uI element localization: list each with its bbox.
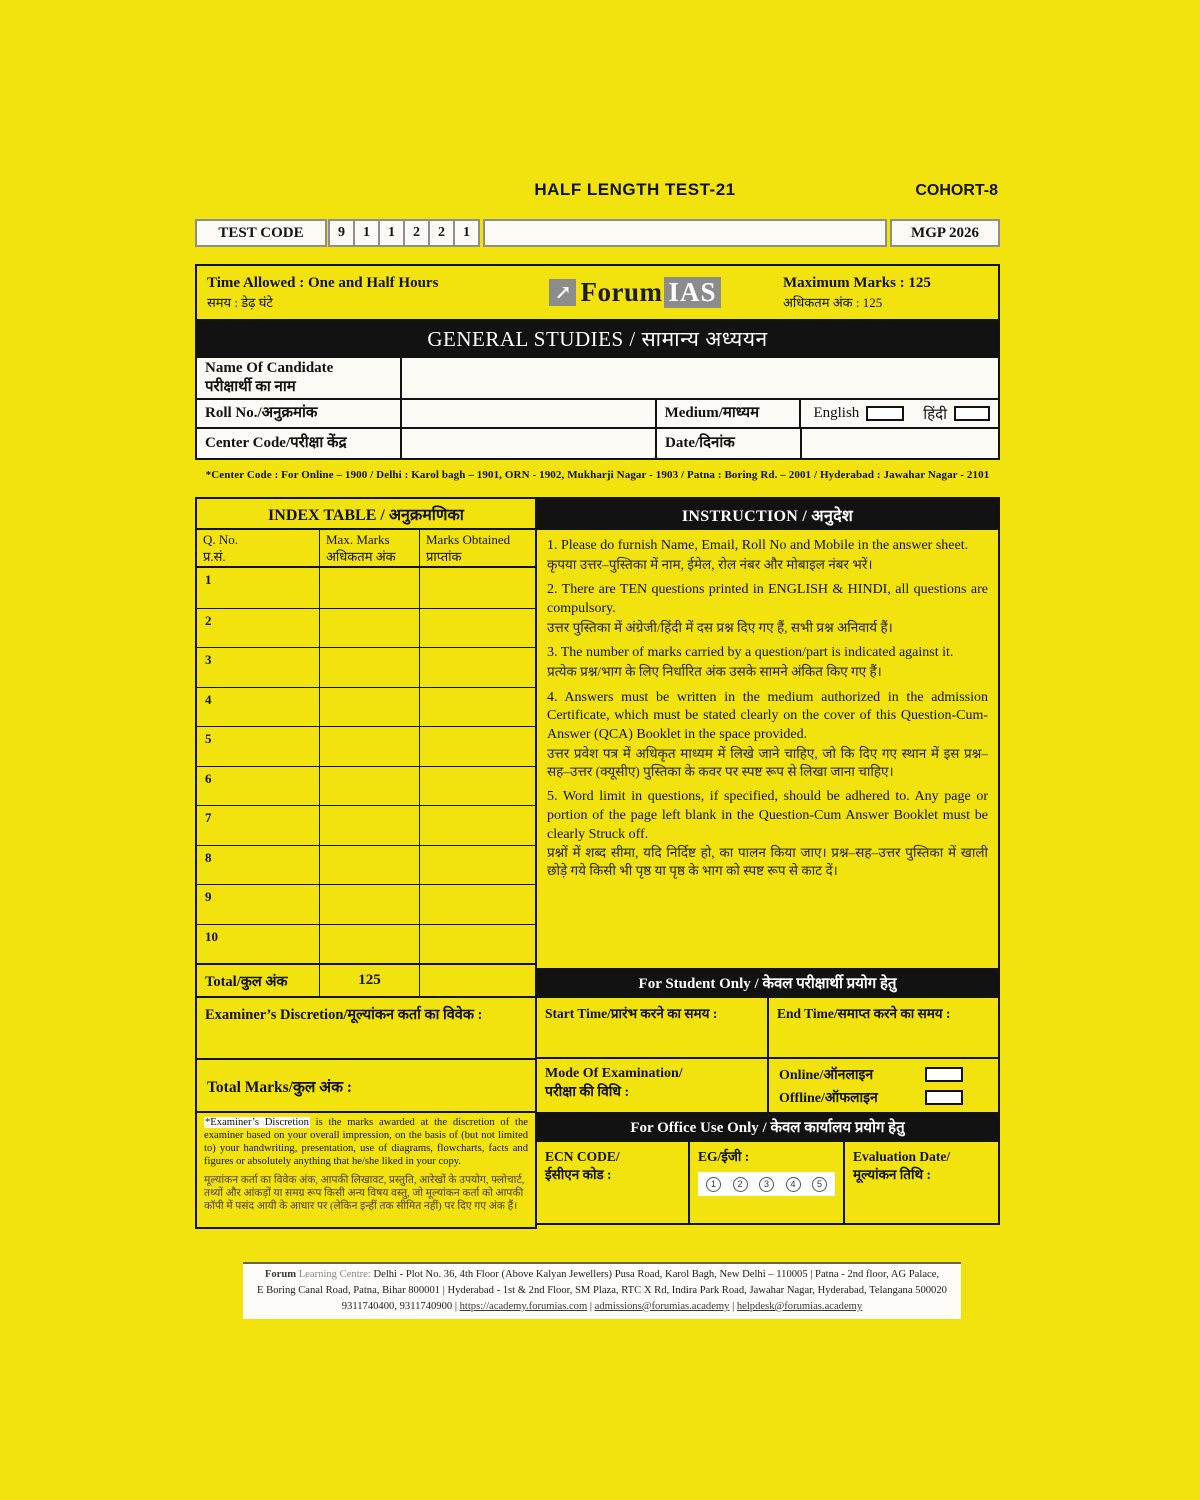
index-column bbox=[195, 497, 537, 1229]
max-marks-cell[interactable] bbox=[320, 806, 420, 845]
instruction-item bbox=[547, 788, 988, 879]
test-code-digit: 1 bbox=[353, 219, 380, 247]
eg-bubble[interactable]: 2 bbox=[733, 1177, 748, 1192]
roll-label: Roll No./अनुक्रमांक bbox=[197, 400, 402, 427]
col-header-qno: Q. No. प्र.सं. bbox=[197, 530, 320, 568]
office-use-row bbox=[535, 1140, 1000, 1225]
question-number: 10 bbox=[197, 925, 320, 964]
test-code-digits bbox=[330, 219, 480, 247]
evaluation-date-cell[interactable]: Evaluation Date/ मूल्यांकन तिथि : bbox=[853, 1149, 951, 1183]
instructions-list bbox=[535, 528, 1000, 970]
max-marks-cell[interactable] bbox=[320, 688, 420, 727]
index-table-row bbox=[197, 845, 535, 885]
date-input[interactable] bbox=[802, 429, 998, 458]
max-marks-cell[interactable] bbox=[320, 568, 420, 608]
eg-bubble[interactable]: 5 bbox=[812, 1177, 827, 1192]
times-row bbox=[535, 996, 1000, 1059]
index-table-row bbox=[197, 608, 535, 648]
footer-website-link[interactable]: https://academy.forumias.com bbox=[459, 1300, 588, 1312]
medium-options bbox=[801, 400, 998, 427]
center-code-note: *Center Code : For Online – 1900 / Delhi : Karol bagh – 1901, ORN - 1902, Mukharji Nagar - 1903 / Patna : Boring Rd. – 2001 / Hyderabad : Jawahar Nagar - 2101 bbox=[205, 469, 990, 481]
question-number: 2 bbox=[197, 609, 320, 648]
marks-obtained-cell[interactable] bbox=[420, 609, 535, 648]
footer-phones: 9311740400, 9311740900 bbox=[341, 1300, 453, 1312]
test-code-blank-cell[interactable] bbox=[483, 219, 887, 247]
instruction-text-hi: प्रश्नों में शब्द सीमा, यदि निर्दिष्ट हो, का पालन किया जाए। प्रश्न–सह–उत्तर पुस्तिका में खाली छोड़े गये किसी भी पृष्ठ या पृष्ठ के भाग को स्पष्ट रूप से काट दें। bbox=[547, 845, 988, 878]
forumias-logo bbox=[487, 277, 783, 308]
max-marks-cell[interactable] bbox=[320, 846, 420, 885]
medium-hindi-label: हिंदी bbox=[923, 406, 947, 423]
question-number: 3 bbox=[197, 648, 320, 687]
medium-english-label: English bbox=[813, 405, 860, 421]
roll-input[interactable] bbox=[402, 400, 657, 427]
mode-label: Mode Of Examination/ परीक्षा की विधि : bbox=[537, 1059, 769, 1112]
max-marks-cell[interactable] bbox=[320, 648, 420, 687]
test-code-digit: 9 bbox=[328, 219, 355, 247]
mode-of-exam-row bbox=[535, 1057, 1000, 1114]
total-marks-box[interactable]: Total Marks/कुल अंक : bbox=[195, 1058, 537, 1113]
offline-checkbox[interactable] bbox=[925, 1090, 963, 1105]
instruction-text-en: 5. Word limit in questions, if specified, should be adhered to. Any page or portion of the page left blank in the Question-Cum Answer Booklet must be clearly Struck off. bbox=[547, 789, 988, 842]
date-label: Date/दिनांक bbox=[657, 429, 802, 458]
logo-text-ias: IAS bbox=[664, 277, 720, 308]
main-grid bbox=[195, 497, 1000, 1237]
col-header-marks-obtained: Marks Obtained प्राप्तांक bbox=[426, 532, 511, 564]
time-allowed-hi: समय : डेढ़ घंटे bbox=[207, 294, 273, 310]
question-number: 4 bbox=[197, 688, 320, 727]
col-header-max-marks: Max. Marks अधिकतम अंक bbox=[320, 530, 420, 568]
title-row bbox=[195, 180, 1000, 206]
marks-obtained-cell[interactable] bbox=[420, 806, 535, 845]
index-table-row bbox=[197, 884, 535, 924]
footer-address-box: Forum Learning Centre: Delhi - Plot No. 36, 4th Floor (Above Kalyan Jewellers) Pusa Road, Karol Bagh, New Delhi – 110005 | Patna - 2nd floor, AG Palace, E Boring Canal Road, Patna, Bihar 800001 | Hyderabad - 1st & 2nd Floor, SM Plaza, RTC X Rd, Indira Park Road, Jawahar Nagar, Hyderabad, Telangana 500020 9311740400, 9311740900 | https://academy.forumias.com | admissions@forumias.academy | helpdesk@forumias.academy bbox=[243, 1262, 961, 1319]
instruction-title: INSTRUCTION / अनुदेश bbox=[535, 497, 1000, 530]
max-marks-hi: अधिकतम अंक : 125 bbox=[783, 294, 883, 310]
index-table-row bbox=[197, 726, 535, 766]
center-code-label: Center Code/परीक्षा केंद्र bbox=[197, 429, 402, 458]
index-table-title: INDEX TABLE / अनुक्रमणिका bbox=[195, 497, 537, 530]
max-marks-cell[interactable] bbox=[320, 609, 420, 648]
instruction-text-hi: उत्तर पुस्तिका में अंग्रेजी/हिंदी में दस प्रश्न दिए गए हैं, सभी प्रश्न अनिवार्य हैं। bbox=[547, 619, 893, 635]
candidate-name-input[interactable] bbox=[402, 358, 998, 398]
index-table-row bbox=[197, 805, 535, 845]
center-code-row bbox=[197, 429, 998, 458]
max-marks-block bbox=[783, 275, 988, 311]
index-table-header bbox=[195, 528, 537, 568]
examiner-note-en: *Examiner’s Discretion is the marks awarded at the discretion of the examiner based on your overall impression, on the basis of (but not limited to) your handwriting, presentation, use of diagrams, flowcharts, facts and figures or absolutely anything that he/she liked in your copy. bbox=[204, 1117, 528, 1167]
time-allowed-en: Time Allowed : One and Half Hours bbox=[207, 274, 439, 291]
examiner-note-highlight: *Examiner’s Discretion bbox=[205, 1117, 309, 1128]
center-code-input[interactable] bbox=[402, 429, 657, 458]
page-title: HALF LENGTH TEST-21 bbox=[534, 180, 736, 199]
marks-obtained-cell[interactable] bbox=[420, 846, 535, 885]
eg-bubble[interactable]: 1 bbox=[706, 1177, 721, 1192]
roll-row bbox=[197, 400, 998, 429]
logo-arrow-icon: ↗ bbox=[549, 279, 576, 306]
examiner-discretion-box[interactable]: Examiner’s Discretion/मूल्यांकन कर्ता का विवेक : bbox=[195, 996, 537, 1060]
index-table-row bbox=[197, 647, 535, 687]
test-code-digit: 2 bbox=[428, 219, 455, 247]
marks-obtained-cell[interactable] bbox=[420, 925, 535, 964]
max-marks-en: Maximum Marks : 125 bbox=[783, 274, 931, 291]
header-band bbox=[195, 264, 1000, 321]
medium-english-checkbox[interactable] bbox=[866, 406, 904, 421]
instruction-item bbox=[547, 644, 988, 680]
index-table-row bbox=[197, 687, 535, 727]
marks-obtained-cell[interactable] bbox=[420, 767, 535, 806]
instruction-text-hi: उत्तर प्रवेश पत्र में अधिकृत माध्यम में लिखे जाने चाहिए, जो कि दिए गए स्थान में इस प्रश्न–सह–उत्तर (क्यूसीए) पुस्तिका के कवर पर स्पष्ट रूप से लिखा जाना चाहिए। bbox=[547, 745, 988, 779]
medium-label: Medium/माध्यम bbox=[657, 400, 802, 427]
examiner-note-box bbox=[195, 1111, 537, 1229]
marks-obtained-cell[interactable] bbox=[420, 648, 535, 687]
total-obtained-cell[interactable] bbox=[420, 965, 535, 996]
total-label: Total/कुल अंक bbox=[197, 965, 320, 996]
eg-bubbles-strip bbox=[698, 1172, 835, 1196]
instruction-text-en: 1. Please do furnish Name, Email, Roll No and Mobile in the answer sheet. bbox=[547, 538, 969, 553]
candidate-info-table bbox=[195, 356, 1000, 460]
start-time-cell[interactable]: Start Time/प्रारंभ करने का समय : bbox=[537, 998, 769, 1057]
time-allowed-block bbox=[207, 275, 487, 311]
test-code-label: TEST CODE bbox=[195, 219, 327, 247]
online-checkbox[interactable] bbox=[925, 1067, 963, 1082]
marks-obtained-cell[interactable] bbox=[420, 727, 535, 766]
max-marks-cell[interactable] bbox=[320, 885, 420, 924]
instruction-text-en: 2. There are TEN questions printed in ENGLISH & HINDI, all questions are compulsory. bbox=[547, 582, 988, 617]
office-section-bar: For Office Use Only / केवल कार्यालय प्रयोग हेतु bbox=[535, 1112, 1000, 1142]
instruction-item bbox=[547, 689, 988, 780]
eg-bubble[interactable]: 4 bbox=[786, 1177, 801, 1192]
student-section-bar: For Student Only / केवल परीक्षार्थी प्रयोग हेतु bbox=[535, 968, 1000, 998]
max-marks-cell[interactable] bbox=[320, 767, 420, 806]
candidate-name-label: Name Of Candidate परीक्षार्थी का नाम bbox=[197, 358, 402, 398]
footer-brand-suffix: Learning Centre: bbox=[296, 1269, 371, 1280]
question-number: 9 bbox=[197, 885, 320, 924]
instruction-text-hi: प्रत्येक प्रश्न/भाग के लिए निर्धारित अंक उसके सामने अंकित किए गए हैं। bbox=[547, 664, 882, 680]
question-number: 8 bbox=[197, 846, 320, 885]
instruction-text-en: 4. Answers must be written in the medium authorized in the admission Certificate, which must be stated clearly on the cover of this Question-Cum-Answer (QCA) Booklet in the space provided. bbox=[547, 689, 988, 743]
ecn-code-cell[interactable]: ECN CODE/ ईसीएन कोड : bbox=[537, 1142, 690, 1223]
program-code-label: MGP 2026 bbox=[890, 219, 1000, 247]
question-number: 7 bbox=[197, 806, 320, 845]
footer-admissions-link[interactable]: admissions@forumias.academy bbox=[594, 1300, 730, 1312]
instruction-text-hi: कृपया उत्तर–पुस्तिका में नाम, ईमेल, रोल नंबर और मोबाइल नंबर भरें। bbox=[547, 556, 873, 572]
footer-address-1: Delhi - Plot No. 36, 4th Floor (Above Kalyan Jewellers) Pusa Road, Karol Bagh, New Delhi – 110005 | Patna - 2nd floor, AG Palace, bbox=[370, 1269, 940, 1280]
eg-label: EG/ईजी : bbox=[698, 1149, 750, 1164]
instruction-text-en: 3. The number of marks carried by a question/part is indicated against it. bbox=[547, 645, 954, 661]
instruction-column bbox=[535, 497, 1000, 1225]
mode-options bbox=[769, 1059, 998, 1112]
end-time-cell[interactable]: End Time/समाप्त करने का समय : bbox=[777, 1006, 951, 1021]
test-code-row bbox=[195, 219, 1000, 247]
footer-brand: Forum bbox=[264, 1269, 297, 1280]
examiner-note-hi: मूल्यांकन कर्ता का विवेक अंक, आपकी लिखावट, प्रस्तुति, आरेखों के उपयोग, फ्लोचार्ट, तथ्यों और आंकड़ों या समग्र रूप किसी अन्य विषय वस्तु, जो मूल्यांकन कर्ता को आपकी कॉपी में पसंद आयी के आधार पर (लेकिन इन्हीं तक सीमित नहीं) पर दिए गए अंक हैं। bbox=[204, 1174, 525, 1213]
mode-option-online: Online/ऑनलाइन bbox=[779, 1065, 988, 1084]
candidate-name-row bbox=[197, 358, 998, 400]
test-code-digit: 1 bbox=[378, 219, 405, 247]
eg-cell bbox=[690, 1142, 845, 1223]
subject-bar: GENERAL STUDIES / सामान्य अध्ययन bbox=[195, 321, 1000, 356]
total-max-marks: 125 bbox=[320, 965, 420, 996]
max-marks-cell[interactable] bbox=[320, 925, 420, 964]
mode-option-offline: Offline/ऑफलाइन bbox=[779, 1088, 988, 1107]
max-marks-cell[interactable] bbox=[320, 727, 420, 766]
index-table-row bbox=[197, 568, 535, 608]
medium-hindi-checkbox[interactable] bbox=[954, 406, 990, 421]
marks-obtained-cell[interactable] bbox=[420, 688, 535, 727]
logo-text-forum: Forum bbox=[580, 277, 663, 307]
question-number: 6 bbox=[197, 767, 320, 806]
test-code-digit: 1 bbox=[453, 219, 480, 247]
footer-helpdesk-link[interactable]: helpdesk@forumias.academy bbox=[736, 1300, 863, 1312]
instruction-item bbox=[547, 581, 988, 636]
eg-bubble[interactable]: 3 bbox=[759, 1177, 774, 1192]
footer-address-2: E Boring Canal Road, Patna, Bihar 800001 | Hyderabad - 1st & 2nd Floor, SM Plaza, RTC X Rd, Indira Park Road, Jawahar Nagar, Hyderabad, Telangana 500020 bbox=[257, 1284, 947, 1296]
marks-obtained-cell[interactable] bbox=[420, 885, 535, 924]
index-table-row bbox=[197, 766, 535, 806]
instruction-item bbox=[547, 537, 988, 573]
question-number: 1 bbox=[197, 568, 320, 608]
cohort-label: COHORT-8 bbox=[915, 182, 998, 199]
test-code-digit: 2 bbox=[403, 219, 430, 247]
marks-obtained-cell[interactable] bbox=[420, 568, 535, 608]
question-number: 5 bbox=[197, 727, 320, 766]
index-table-row bbox=[197, 924, 535, 964]
index-table-body bbox=[195, 568, 537, 965]
index-table-total-row bbox=[195, 963, 537, 998]
